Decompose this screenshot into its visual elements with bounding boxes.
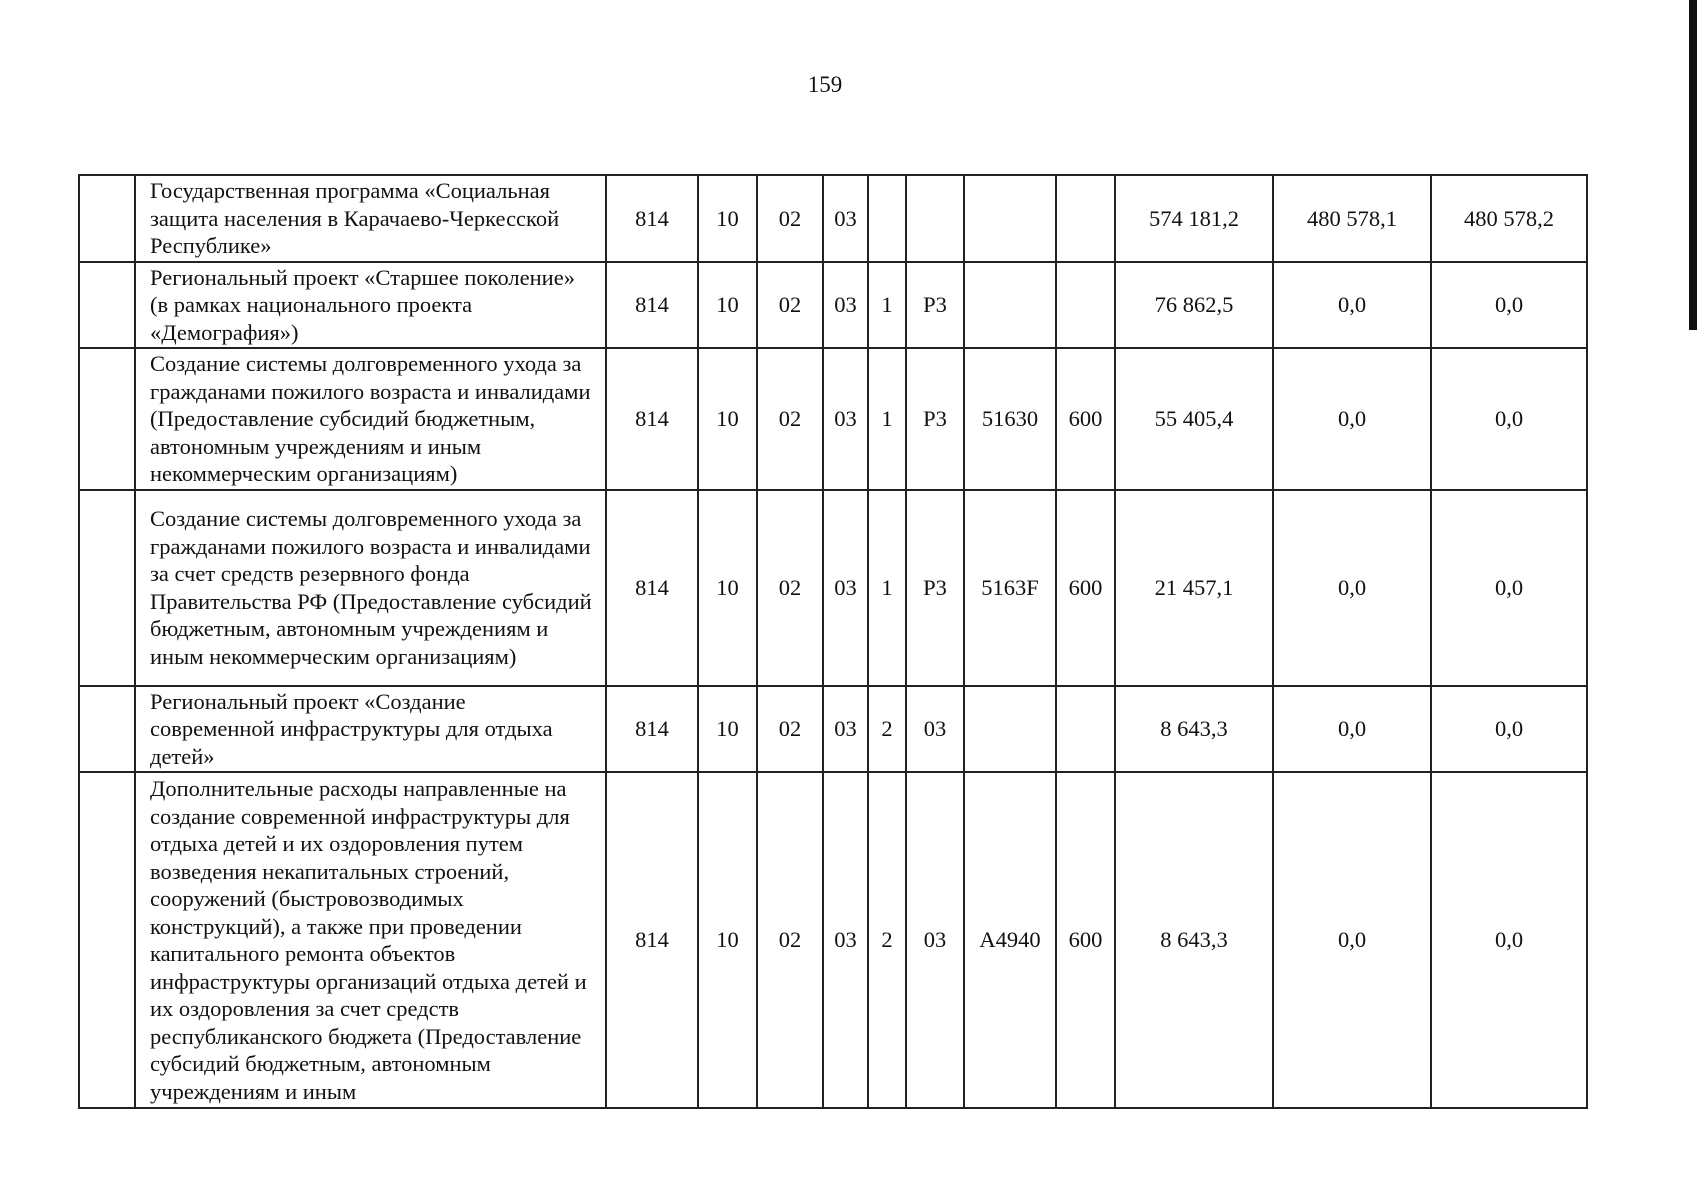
code-cell: 2 [868, 686, 906, 773]
code-cell: 1 [868, 262, 906, 349]
table-row [79, 490, 1587, 686]
code-cell: 600 [1056, 490, 1115, 686]
row-number-cell [79, 262, 135, 349]
row-name: Создание системы долговременного ухода за гражданами пожилого возраста и инвалидами за счет средств резервного фонда Правительства РФ (Предоставление субсидий бюджетным, автономным учреждениям и иным некоммерческим организациям) [135, 490, 606, 686]
amount-cell: 21 457,1 [1115, 490, 1273, 686]
amount-cell: 55 405,4 [1115, 348, 1273, 490]
code-cell [1056, 686, 1115, 773]
table-row [79, 348, 1587, 490]
scan-edge-mark [1689, 0, 1697, 330]
budget-table [78, 174, 1588, 1109]
amount-cell: 0,0 [1273, 772, 1431, 1108]
code-cell: 03 [906, 772, 964, 1108]
code-cell: 814 [606, 490, 698, 686]
row-number-cell [79, 772, 135, 1108]
amount-cell: 480 578,1 [1273, 175, 1431, 262]
code-cell: 814 [606, 348, 698, 490]
code-cell: 1 [868, 348, 906, 490]
code-cell: 10 [698, 490, 757, 686]
code-cell [906, 175, 964, 262]
amount-cell: 574 181,2 [1115, 175, 1273, 262]
row-name: Государственная программа «Социальная защита населения в Карачаево-Черкесской Республике» [135, 175, 606, 262]
code-cell: 1 [868, 490, 906, 686]
code-cell: P3 [906, 490, 964, 686]
amount-cell: 8 643,3 [1115, 686, 1273, 773]
code-cell: 02 [757, 175, 823, 262]
code-cell [1056, 262, 1115, 349]
code-cell: 03 [823, 348, 868, 490]
amount-cell: 8 643,3 [1115, 772, 1273, 1108]
code-cell: 600 [1056, 772, 1115, 1108]
code-cell: 10 [698, 348, 757, 490]
table-row [79, 175, 1587, 262]
row-name: Дополнительные расходы направленные на создание современной инфраструктуры для отдыха детей и их оздоровления путем возведения некапитальных строений, сооружений (быстровозводимых конструкций), а также при проведении капитального ремонта объектов инфраструктуры организаций отдыха детей и их оздоровления за счет средств республиканского бюджета (Предоставление субсидий бюджетным, автономным учреждениям и иным [135, 772, 606, 1108]
amount-cell: 480 578,2 [1431, 175, 1587, 262]
row-name: Региональный проект «Старшее поколение» (в рамках национального проекта «Демография») [135, 262, 606, 349]
code-cell [964, 686, 1056, 773]
code-cell: 10 [698, 262, 757, 349]
row-number-cell [79, 490, 135, 686]
amount-cell: 0,0 [1431, 262, 1587, 349]
code-cell: 814 [606, 772, 698, 1108]
code-cell: 02 [757, 490, 823, 686]
code-cell [964, 175, 1056, 262]
row-number-cell [79, 686, 135, 773]
code-cell: 02 [757, 348, 823, 490]
code-cell: 03 [823, 262, 868, 349]
code-cell: 51630 [964, 348, 1056, 490]
amount-cell: 0,0 [1273, 686, 1431, 773]
code-cell [868, 175, 906, 262]
code-cell: P3 [906, 348, 964, 490]
amount-cell: 0,0 [1431, 772, 1587, 1108]
table-row [79, 772, 1587, 1108]
row-name: Региональный проект «Создание современной инфраструктуры для отдыха детей» [135, 686, 606, 773]
row-name: Создание системы долговременного ухода за гражданами пожилого возраста и инвалидами (Предоставление субсидий бюджетным, автономным учреждениям и иным некоммерческим организациям) [135, 348, 606, 490]
code-cell: P3 [906, 262, 964, 349]
page-number: 159 [807, 72, 843, 97]
code-cell: 03 [823, 175, 868, 262]
amount-cell: 0,0 [1431, 490, 1587, 686]
code-cell: 5163F [964, 490, 1056, 686]
code-cell: 600 [1056, 348, 1115, 490]
code-cell: 814 [606, 686, 698, 773]
code-cell [964, 262, 1056, 349]
code-cell: A4940 [964, 772, 1056, 1108]
code-cell: 814 [606, 262, 698, 349]
amount-cell: 0,0 [1273, 348, 1431, 490]
code-cell: 03 [906, 686, 964, 773]
code-cell: 02 [757, 772, 823, 1108]
row-number-cell [79, 175, 135, 262]
amount-cell: 0,0 [1431, 348, 1587, 490]
row-number-cell [79, 348, 135, 490]
code-cell: 02 [757, 262, 823, 349]
code-cell [1056, 175, 1115, 262]
code-cell: 03 [823, 772, 868, 1108]
amount-cell: 0,0 [1273, 490, 1431, 686]
code-cell: 10 [698, 772, 757, 1108]
code-cell: 814 [606, 175, 698, 262]
amount-cell: 76 862,5 [1115, 262, 1273, 349]
code-cell: 2 [868, 772, 906, 1108]
table-row [79, 686, 1587, 773]
amount-cell: 0,0 [1431, 686, 1587, 773]
code-cell: 10 [698, 686, 757, 773]
code-cell: 03 [823, 490, 868, 686]
code-cell: 03 [823, 686, 868, 773]
code-cell: 02 [757, 686, 823, 773]
amount-cell: 0,0 [1273, 262, 1431, 349]
table-row [79, 262, 1587, 349]
code-cell: 10 [698, 175, 757, 262]
